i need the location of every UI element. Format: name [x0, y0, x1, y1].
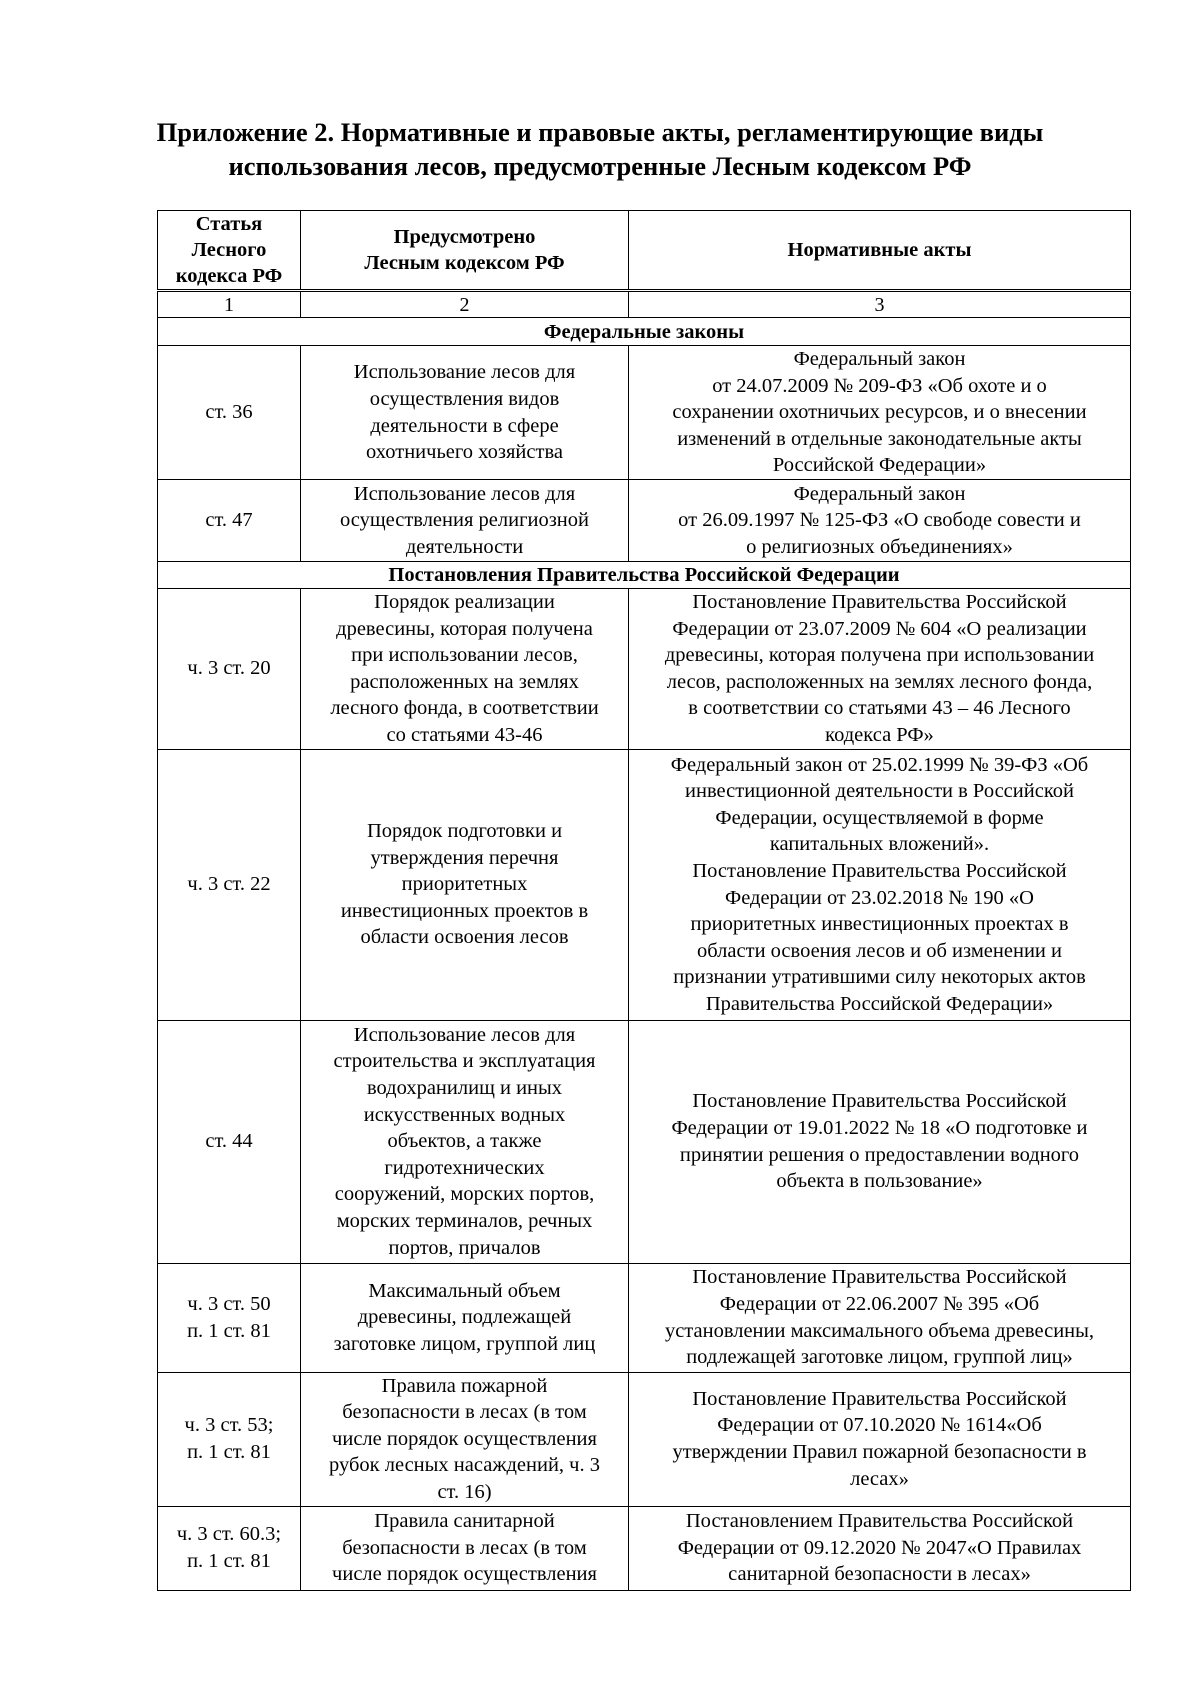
cell-article: ч. 3 ст. 22	[158, 749, 301, 1020]
table-row	[158, 1372, 1131, 1506]
cell-provision: Использование лесов для осуществления видов деятельности в сфере охотничьего хозяйства	[301, 346, 629, 480]
column-number: 2	[301, 291, 629, 318]
section-row-government-resolutions	[158, 562, 1131, 589]
cell-acts: Федеральный закон от 25.02.1999 № 39-ФЗ «Об инвестиционной деятельности в Российской Федерации, осуществляемой в форме капитальных вложений». Постановление Правительства Российской Федерации от 23.02.2018 № 190 «О приоритетных инвестиционных проектах в области освоения лесов и об изменении и признании утратившими силу некоторых актов Правительства Российской Федерации»	[629, 749, 1131, 1020]
cell-provision: Использование лесов для строительства и эксплуатация водохранилищ и иных искусственных водных объектов, а также гидротехнических сооружений, морских портов, морских терминалов, речных портов, причалов	[301, 1020, 629, 1263]
table-row	[158, 749, 1131, 1020]
cell-acts: Постановление Правительства Российской Федерации от 23.07.2009 № 604 «О реализации древесины, которая получена при использовании лесов, расположенных на землях лесного фонда, в соответствии со статьями 43 – 46 Лесного кодекса РФ»	[629, 589, 1131, 750]
normative-acts-table	[157, 210, 1131, 1591]
section-row-federal-laws	[158, 318, 1131, 346]
cell-provision: Правила пожарной безопасности в лесах (в том числе порядок осуществления рубок лесных насаждений, ч. 3 ст. 16)	[301, 1372, 629, 1506]
table-row	[158, 1506, 1131, 1590]
header-acts: Нормативные акты	[629, 211, 1131, 291]
section-title: Постановления Правительства Российской Федерации	[158, 562, 1131, 589]
cell-provision: Правила санитарной безопасности в лесах (в том числе порядок осуществления	[301, 1506, 629, 1590]
table-row	[158, 346, 1131, 480]
cell-acts: Федеральный закон от 24.07.2009 № 209-ФЗ «Об охоте и о сохранении охотничьих ресурсов, и о внесении изменений в отдельные законодательные акты Российской Федерации»	[629, 346, 1131, 480]
cell-provision: Максимальный объем древесины, подлежащей заготовке лицом, группой лиц	[301, 1263, 629, 1372]
cell-acts: Постановление Правительства Российской Федерации от 07.10.2020 № 1614«Об утверждении Правил пожарной безопасности в лесах»	[629, 1372, 1131, 1506]
column-number: 3	[629, 291, 1131, 318]
title-line-1: Приложение 2. Нормативные и правовые акты, регламентирующие виды	[156, 117, 1044, 147]
cell-article: ст. 47	[158, 480, 301, 562]
cell-article: ст. 36	[158, 346, 301, 480]
title-line-2: использования лесов, предусмотренные Лесным кодексом РФ	[228, 151, 972, 181]
cell-acts: Постановление Правительства Российской Федерации от 22.06.2007 № 395 «Об установлении максимального объема древесины, подлежащей заготовке лицом, группой лиц»	[629, 1263, 1131, 1372]
cell-article: ч. 3 ст. 50 п. 1 ст. 81	[158, 1263, 301, 1372]
table-row	[158, 589, 1131, 750]
table-row	[158, 1020, 1131, 1263]
section-title: Федеральные законы	[158, 318, 1131, 346]
cell-article: ч. 3 ст. 60.3; п. 1 ст. 81	[158, 1506, 301, 1590]
table-header-row	[158, 211, 1131, 291]
cell-article: ст. 44	[158, 1020, 301, 1263]
cell-acts: Постановление Правительства Российской Федерации от 19.01.2022 № 18 «О подготовке и принятии решения о предоставлении водного объекта в пользование»	[629, 1020, 1131, 1263]
cell-article: ч. 3 ст. 20	[158, 589, 301, 750]
column-number-row	[158, 291, 1131, 318]
cell-provision: Порядок подготовки и утверждения перечня приоритетных инвестиционных проектов в области освоения лесов	[301, 749, 629, 1020]
header-article: Статья Лесного кодекса РФ	[158, 211, 301, 291]
cell-article: ч. 3 ст. 53; п. 1 ст. 81	[158, 1372, 301, 1506]
column-number: 1	[158, 291, 301, 318]
header-provision: Предусмотрено Лесным кодексом РФ	[301, 211, 629, 291]
cell-provision: Порядок реализации древесины, которая получена при использовании лесов, расположенных на землях лесного фонда, в соответствии со статьями 43-46	[301, 589, 629, 750]
table-row	[158, 480, 1131, 562]
table-row	[158, 1263, 1131, 1372]
cell-acts: Федеральный закон от 26.09.1997 № 125-ФЗ «О свободе совести и о религиозных объединениях»	[629, 480, 1131, 562]
cell-acts: Постановлением Правительства Российской Федерации от 09.12.2020 № 2047«О Правилах санитарной безопасности в лесах»	[629, 1506, 1131, 1590]
cell-provision: Использование лесов для осуществления религиозной деятельности	[301, 480, 629, 562]
page-title	[100, 115, 1100, 183]
